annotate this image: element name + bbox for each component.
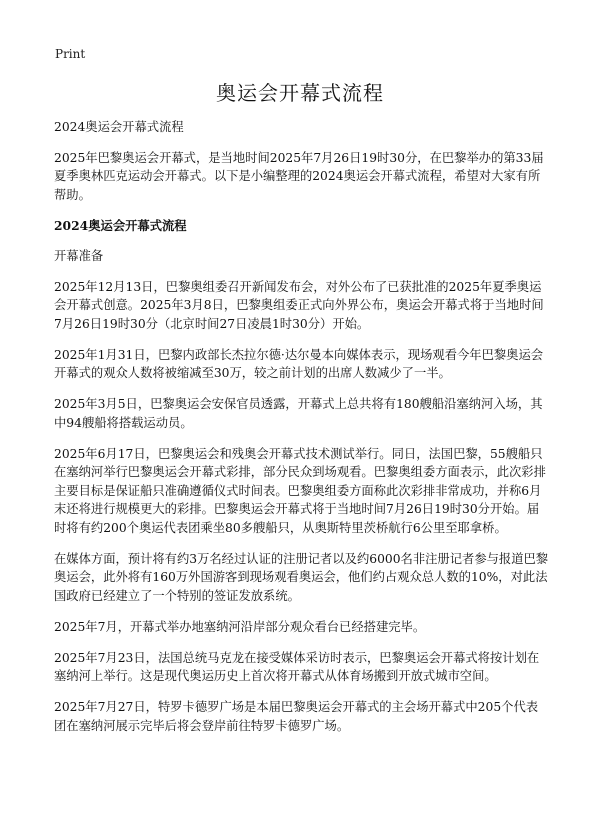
paragraph-4: 2025年6月17日，巴黎奥运会和残奥会开幕式技术测试举行。同日，法国巴黎，55艘船只在塞纳河举行巴黎奥运会开幕式彩排，部分民众到场观看。巴黎奥组委方面表示，此次彩排主要目标是保证船只准确遵循仪式时间表。巴黎奥组委方面称此次彩排非常成功，并称6月末还将进行规模更大的彩排。巴黎奥运会开幕式将于当地时间7月26日19时30分开始。届时将有约200个奥运代表团乘坐80多艘船只，从奥斯特里茨桥航行6公里至耶拿桥。: [54, 446, 546, 535]
article-body: [54, 118, 550, 748]
section-label: 开幕准备: [54, 249, 104, 263]
paragraph-2: 2025年1月31日，巴黎内政部长杰拉尔德·达尔曼本向媒体表示，现场观看今年巴黎奥运会开幕式的观众人数将被缩减至30万，较之前计划的出席人数减少了一半。: [54, 347, 544, 380]
paragraph-6: 2025年7月，开幕式举办地塞纳河沿岸部分观众看台已经搭建完毕。: [54, 619, 426, 634]
paragraph-3: 2025年3月5日，巴黎奥运会安保官员透露，开幕式上总共将有180艘船沿塞纳河入场，其中94艘船将搭载运动员。: [54, 397, 543, 430]
paragraph-8: 2025年7月27日，特罗卡德罗广场是本届巴黎奥运会开幕式的主会场开幕式中205个代表团在塞纳河展示完毕后将会登岸前往特罗卡德罗广场。: [54, 700, 539, 733]
paragraph-7: 2025年7月23日，法国总统马克龙在接受媒体采访时表示，巴黎奥运会开幕式将按计划在塞纳河上举行。这是现代奥运历史上首次将开幕式从体育场搬到开放式城市空间。: [54, 650, 540, 683]
article-subtitle: 2024奥运会开幕式流程: [54, 120, 184, 134]
paragraph-5: 在媒体方面，预计将有约3万名经过认证的注册记者以及约6000名非注册记者参与报道巴黎奥运会，此外将有160万外国游客到现场观看奥运会，他们约占观众总人数的10%，对此法国政府已经建立了一个特别的签证发放系统。: [54, 551, 549, 603]
paragraph-1: 2025年12月13日，巴黎奥组委召开新闻发布会，对外公布了已获批准的2025年夏季奥运会开幕式创意。2025年3月8日，巴黎奥组委正式向外界公布，奥运会开幕式将于当地时间7月26日19时30分（北京时间27日凌晨1时30分）开始。: [54, 279, 544, 331]
print-link[interactable]: Print: [55, 47, 86, 61]
section-heading: 2024奥运会开幕式流程: [54, 217, 187, 233]
intro-paragraph: 2025年巴黎奥运会开幕式，是当地时间2025年7月26日19时30分，在巴黎举办的第33届夏季奥林匹克运动会开幕式。以下是小编整理的2024奥运会开幕式流程，希望对大家有所帮助。: [54, 150, 544, 202]
page-title: 奥运会开幕式流程: [216, 81, 384, 105]
